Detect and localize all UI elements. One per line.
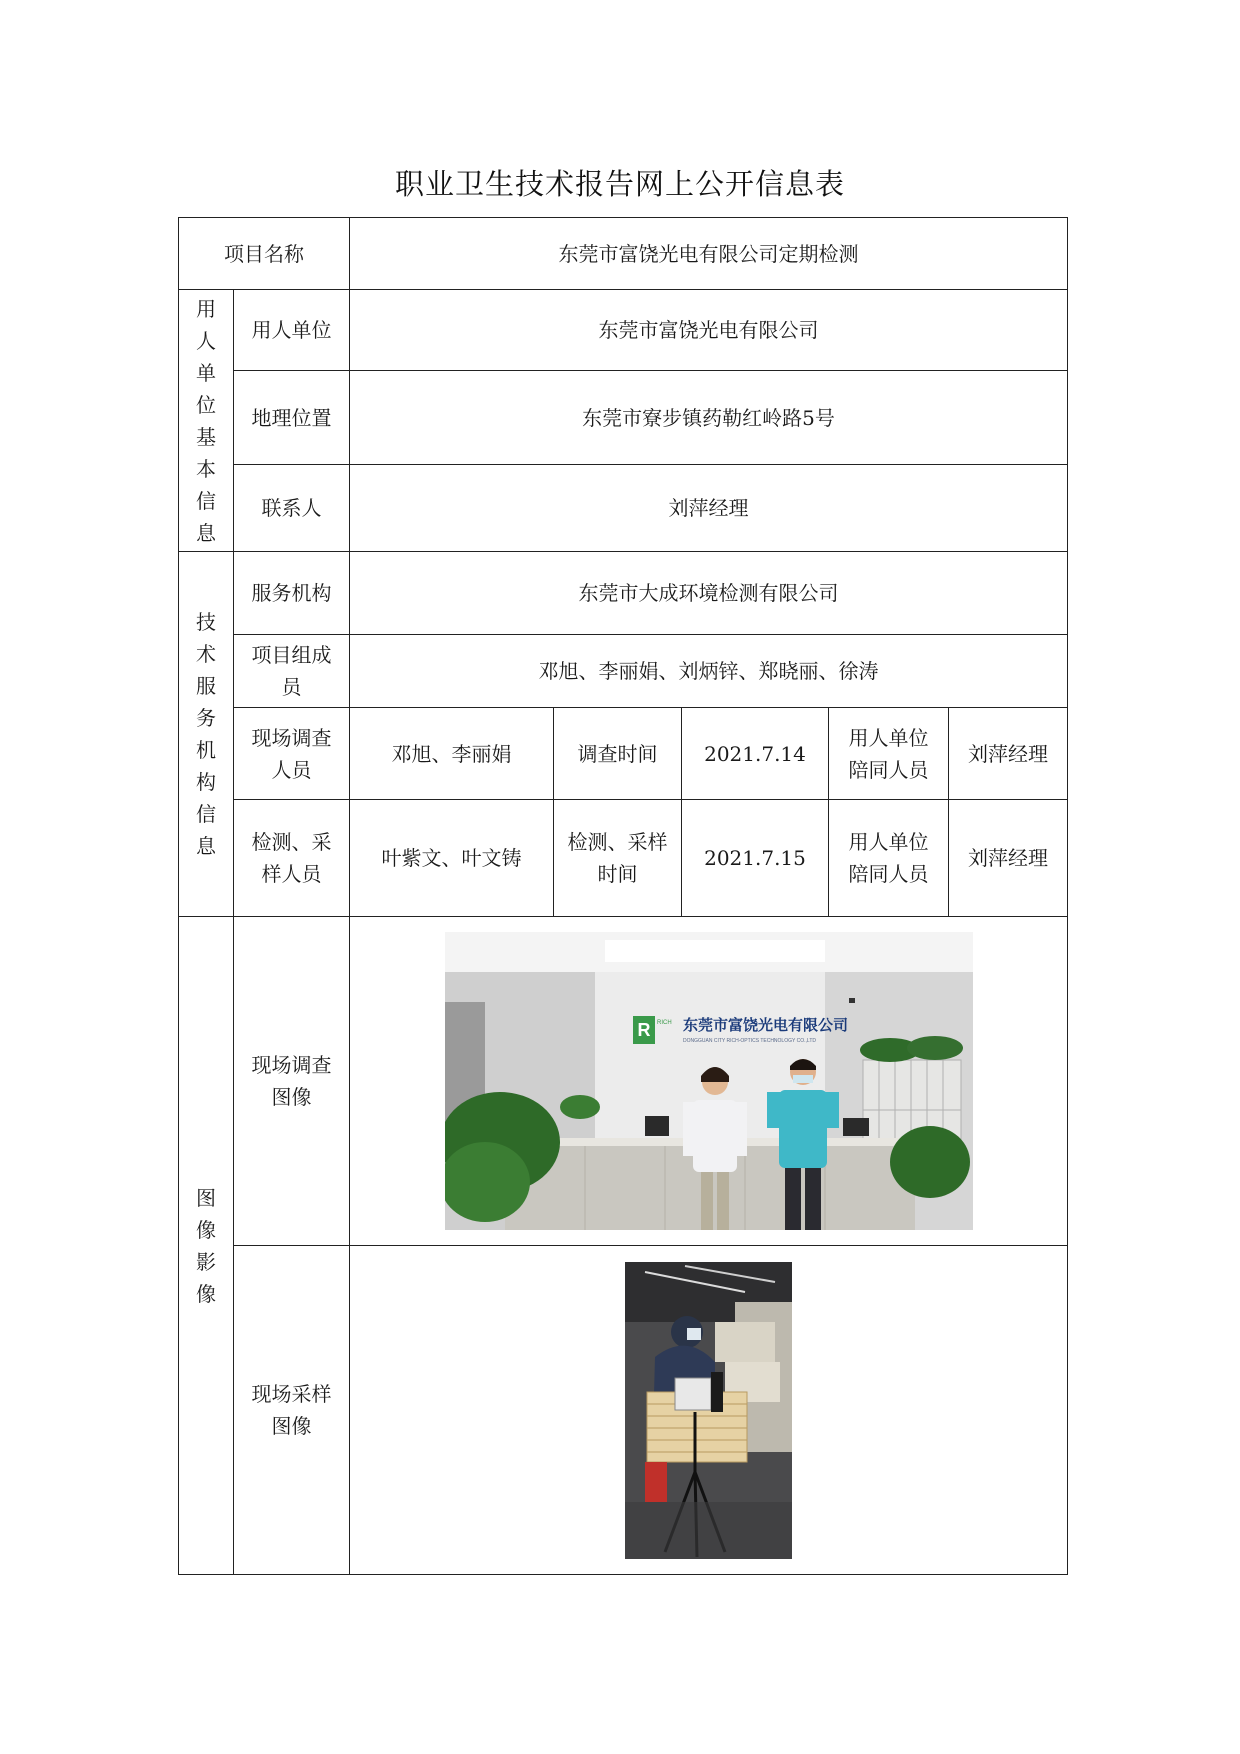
employer-section-label: [179, 290, 234, 552]
service-section-label-text: 技术服务机构信息: [196, 610, 216, 858]
row-sampling: [179, 800, 1068, 917]
sampling-time-label: 检测、采样时间: [554, 800, 682, 917]
sampling-staff-value: 叶紫文、叶文铸: [350, 800, 554, 917]
row-image-survey: [179, 917, 1068, 1246]
contact-value: 刘萍经理: [350, 465, 1068, 552]
images-section-label-text: 图像影像: [196, 1185, 216, 1306]
row-survey: [179, 708, 1068, 800]
survey-photo-svg: [445, 932, 973, 1230]
logo-english-name: DONGGUAN CITY RICH-OPTICS TECHNOLOGY CO.,LTD: [682, 1038, 816, 1044]
sampling-escort-label: 用人单位陪同人员: [829, 800, 949, 917]
survey-image-cell: [350, 917, 1068, 1246]
survey-staff-label: 现场调查人员: [234, 708, 350, 800]
sampling-image-cell: [350, 1246, 1068, 1575]
images-section-label: [179, 917, 234, 1575]
row-employer-location: [179, 371, 1068, 465]
row-service-org: [179, 552, 1068, 635]
members-label: 项目组成员: [234, 635, 350, 708]
location-label: 地理位置: [234, 371, 350, 465]
sampling-photo-svg: [625, 1262, 792, 1559]
page-title: 职业卫生技术报告网上公开信息表: [394, 167, 845, 201]
org-label: 服务机构: [234, 552, 350, 635]
sampling-image-label: 现场采样图像: [234, 1246, 350, 1575]
unit-value: 东莞市富饶光电有限公司: [350, 290, 1068, 371]
sampling-time-value: 2021.7.15: [682, 800, 829, 917]
unit-label: 用人单位: [234, 290, 350, 371]
row-project: [179, 218, 1068, 290]
survey-image-label: 现场调查图像: [234, 917, 350, 1246]
project-label: 项目名称: [179, 218, 350, 290]
survey-time-value: 2021.7.14: [682, 708, 829, 800]
service-section-label: [179, 552, 234, 917]
contact-label: 联系人: [234, 465, 350, 552]
employer-section-label-text: 用人单位基本信息: [196, 296, 216, 545]
location-value: 东莞市寮步镇药勒红岭路5号: [350, 371, 1068, 465]
survey-photo: [445, 932, 973, 1230]
row-service-members: [179, 635, 1068, 708]
row-image-sampling: [179, 1246, 1068, 1575]
survey-escort-label: 用人单位陪同人员: [829, 708, 949, 800]
logo-letter: R: [637, 1020, 650, 1040]
logo-word: RICH: [656, 1020, 672, 1026]
members-value: 邓旭、李丽娟、刘炳锌、郑晓丽、徐涛: [350, 635, 1068, 708]
survey-time-label: 调查时间: [554, 708, 682, 800]
sampling-photo: [625, 1262, 792, 1559]
logo-company-name: 东莞市富饶光电有限公司: [682, 1016, 848, 1034]
project-value: 东莞市富饶光电有限公司定期检测: [350, 218, 1068, 290]
sampling-escort-value: 刘萍经理: [949, 800, 1068, 917]
survey-escort-value: 刘萍经理: [949, 708, 1068, 800]
sampling-staff-label: 检测、采样人员: [234, 800, 350, 917]
row-employer-unit: [179, 290, 1068, 371]
row-employer-contact: [179, 465, 1068, 552]
org-value: 东莞市大成环境检测有限公司: [350, 552, 1068, 635]
survey-staff-value: 邓旭、李丽娟: [350, 708, 554, 800]
info-table: [178, 217, 1068, 1575]
